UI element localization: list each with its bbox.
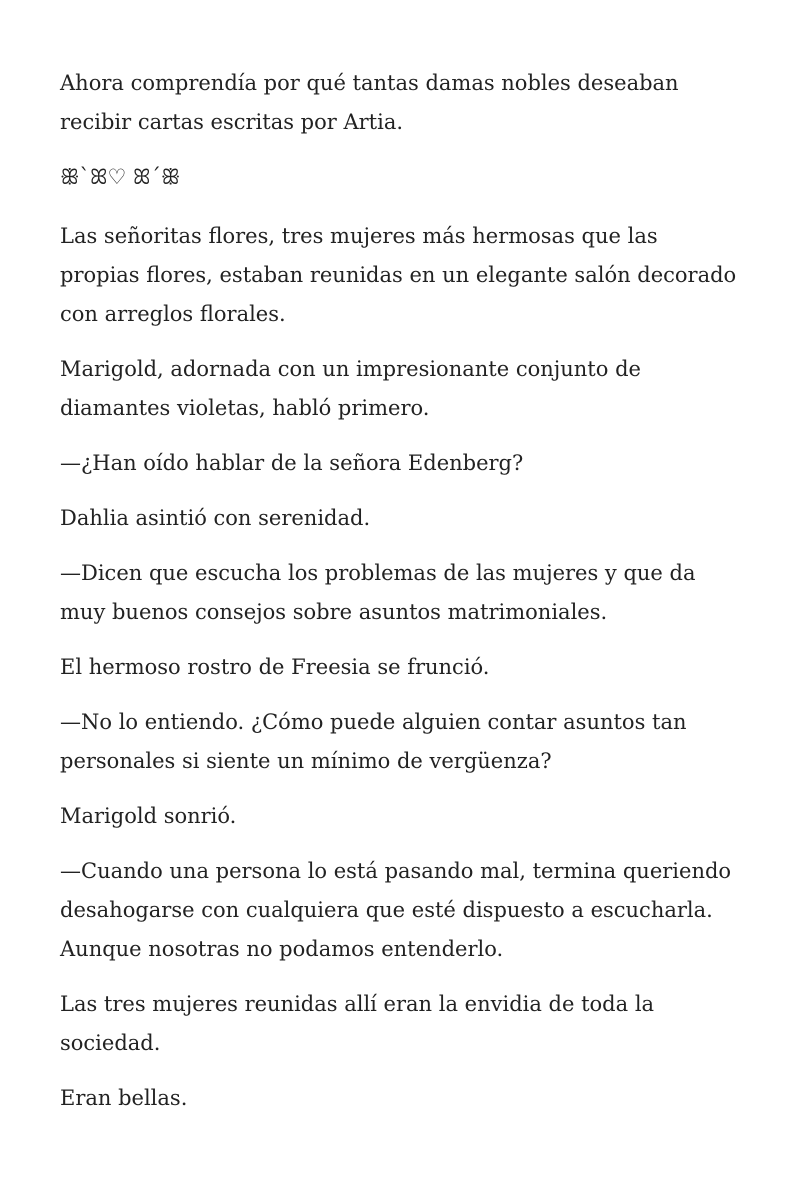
paragraph: Las señoritas flores, tres mujeres más hermosas que las propias flores, estaban reunidas en un elegante salón decorado con arreglos florales. [60, 224, 737, 326]
dialogue-line: —¿Han oído hablar de la señora Edenberg? [60, 451, 524, 475]
paragraph: Marigold sonrió. [60, 804, 237, 828]
dialogue-line: —Cuando una persona lo está pasando mal, termina queriendo desahogarse con cualquiera que esté dispuesto a escucharla. Aunque nosotras no podamos entenderlo. [60, 859, 732, 961]
paragraph: Marigold, adornada con un impresionante conjunto de diamantes violetas, habló primero. [60, 357, 641, 420]
paragraph: Eran bellas. [60, 1086, 188, 1110]
dialogue-line: —Dicen que escucha los problemas de las mujeres y que da muy buenos consejos sobre asuntos matrimoniales. [60, 561, 696, 624]
paragraph: Dahlia asintió con serenidad. [60, 506, 371, 530]
paragraph: El hermoso rostro de Freesia se frunció. [60, 655, 490, 679]
paragraph: Las tres mujeres reunidas allí eran la envidia de toda la sociedad. [60, 992, 655, 1055]
paragraph: Ahora comprendía por qué tantas damas nobles deseaban recibir cartas escritas por Artia. [60, 71, 679, 134]
dialogue-line: —No lo entiendo. ¿Cómo puede alguien contar asuntos tan personales si siente un mínimo de vergüenza? [60, 710, 687, 773]
section-divider: ꕥ`ꕤ♡ ꕤ´ꕥ [60, 165, 181, 189]
